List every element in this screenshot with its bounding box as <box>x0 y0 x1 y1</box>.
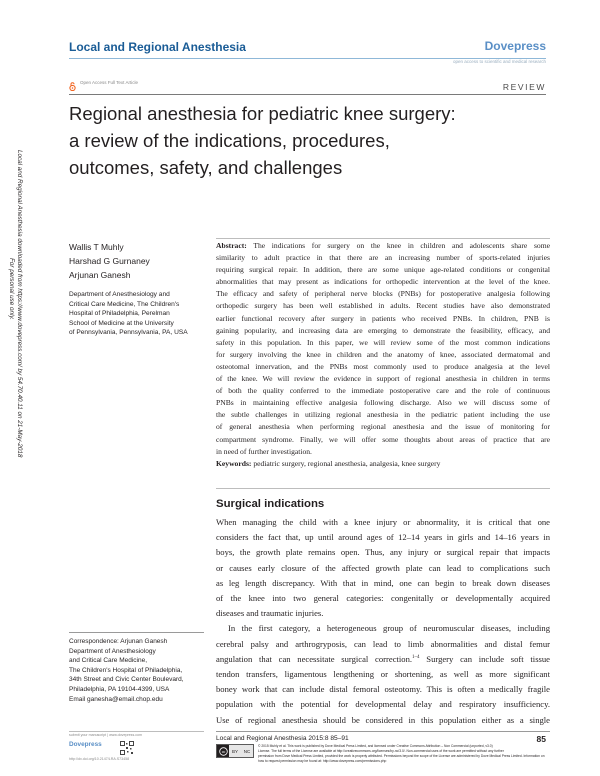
abstract-line: gaining popularity, and increasing data are emerging to demonstrate the feasibility, efficacy, and <box>216 325 550 335</box>
citation-ref[interactable]: 1–4 <box>412 654 420 660</box>
cc-nc-label: NC <box>243 748 251 754</box>
license-line: License. The full terms of the License are available at http://creativecommons.org/licenses/by-nc/3.0/. Non-commercial uses of the work are permitted without any further <box>258 748 504 753</box>
body-line-segment: Surgery can include soft tissue <box>419 653 550 664</box>
footer-brand[interactable]: Dovepress <box>69 741 102 748</box>
title-line: a review of the indications, procedures, <box>69 130 390 151</box>
author-name: Arjunan Ganesh <box>69 269 131 280</box>
license-line: permission from Dove Medical Press Limited, provided the work is properly attributed. Permissions beyond the scope of the License are administered by Dove Medical Press Limited. Information on <box>258 753 545 758</box>
publisher-brand[interactable]: Dovepress <box>484 39 546 53</box>
author-list <box>69 241 209 282</box>
body-line: boys, the growth plate remains open. Thus, any injury or surgical repair that impacts <box>216 547 550 558</box>
affiliation <box>69 290 209 338</box>
page-number: 85 <box>536 734 546 744</box>
affiliation-line: School of Medicine at the University <box>69 319 174 327</box>
author-name: Harshad G Gurnaney <box>69 255 150 266</box>
abstract-first-line: The indications for surgery on the knee in children and adolescents share some <box>246 241 550 250</box>
creative-commons-badge[interactable] <box>216 744 254 758</box>
abstract <box>216 238 550 488</box>
abstract-line: the subtle challenges in utilizing regional anesthesia in the pediatric patient including the use <box>216 410 550 420</box>
qr-code-icon <box>120 741 134 755</box>
body-line <box>216 652 550 667</box>
abstract-line: The efficacy and safety of peripheral nerve blocks (PNBs) for postoperative analgesia following <box>216 289 550 299</box>
correspondence-line: 34th Street and Civic Center Boulevard, <box>69 676 184 684</box>
body-line-segment: angulation that can necessitate surgical correction. <box>216 653 413 664</box>
correspondence-email[interactable]: Email ganesha@email.chop.edu <box>69 695 163 703</box>
review-rule <box>69 94 546 95</box>
abstract-line: safety in this population. In this paper, we will review some of the most common indications <box>216 337 550 347</box>
footer-citation: Local and Regional Anesthesia 2015:8 85–91 <box>216 735 349 742</box>
side-note-text <box>7 150 23 457</box>
submit-manuscript-link[interactable]: submit your manuscript | www.dovepress.com <box>69 733 143 737</box>
abstract-line: of the knee. We will review the evidence in support of regional anesthesia in children in terms <box>216 374 550 384</box>
correspondence <box>69 637 209 704</box>
body-line: boney work that can include distal femoral osteotomy. This is often a medically fragile <box>216 684 550 695</box>
affiliation-line: Department of Anesthesiology and <box>69 291 170 298</box>
title-line: Regional anesthesia for pediatric knee surgery: <box>69 103 456 124</box>
article-type: REVIEW <box>502 82 546 92</box>
body-line: or causes early closure of the affected growth plate can lead to complications such <box>216 562 550 573</box>
author-name: Wallis T Muhly <box>69 242 124 252</box>
keywords-text: pediatric surgery, regional anesthesia, analgesia, knee surgery <box>251 458 441 468</box>
affiliation-line: Hospital of Philadelphia, Perelman <box>69 310 170 318</box>
body-line: tendon transfers, ligamentous lengthening or shortening, as well as more significant <box>216 669 550 680</box>
open-access-row <box>69 78 138 87</box>
svg-text:cc: cc <box>221 749 225 754</box>
abstract-line: in need of further investigation. <box>216 446 312 456</box>
left-footer-rule <box>69 731 204 732</box>
footer-rule <box>216 731 550 732</box>
abstract-rule <box>216 488 550 489</box>
correspondence-rule <box>69 632 204 633</box>
license-line: how to request permission may be found at: http://www.dovepress.com/permissions.php <box>258 758 387 763</box>
body-line: population with the potential for developmental delay and respiratory insufficiency. <box>216 699 550 710</box>
keywords <box>216 458 550 470</box>
abstract-line: similarity to adult practice in that there are an increasing number of sports-related injuries <box>216 253 550 263</box>
side-note-line: For personal use only. <box>8 258 15 320</box>
open-access-label: Open Access Full Text Article <box>80 80 138 85</box>
cc-by-label: BY <box>231 748 238 754</box>
abstract-line: earlier functional recovery after surgery in patients who received PNBs. In children, PNB is <box>216 313 550 323</box>
abstract-line: of general anesthesia when performing regional anesthesia and the issue of monitoring for <box>216 422 550 432</box>
abstract-line: abnormalities that may present as indications for orthopedic intervention at the level of the knee. <box>216 277 550 287</box>
download-side-note <box>10 150 36 710</box>
section-heading: Surgical indications <box>216 498 325 510</box>
abstract-line: of both the quality conferred to the immediate postoperative care and the role of continuous <box>216 386 550 396</box>
abstract-line <box>216 240 550 252</box>
correspondence-line: The Children's Hospital of Philadelphia, <box>69 666 183 674</box>
body-line: diseases and traumatic injuries. <box>216 608 324 619</box>
body-line: In the first category, a heterogeneous group of neuromuscular diseases, including <box>228 623 550 634</box>
license-line: © 2015 Muhly et al. This work is published by Dove Medical Press Limited, and licensed under Creative Commons Attribution – Non Commercial (unported, v3.0) <box>258 744 493 748</box>
correspondence-line: Department of Anesthesiology <box>69 647 156 655</box>
side-note-line: Local and Regional Anesthesia downloaded from https://www.dovepress.com/ by 54.70.40.11 on 21-May-2018 <box>16 150 23 458</box>
keywords-label: Keywords: <box>216 458 252 468</box>
affiliation-line: Critical Care Medicine, The Children's <box>69 300 180 308</box>
abstract-line: orthopedic surgery has been well established in adults. Recent studies have also demonstrated <box>216 301 550 311</box>
body-line: as leg length discrepancy. With that in mind, one can begin to break down diseases <box>216 577 550 588</box>
abstract-line: compartment syndrome. Finally, we will offer some thoughts about areas of practice that are <box>216 434 550 444</box>
body-text <box>216 515 550 728</box>
abstract-label: Abstract: <box>216 241 247 250</box>
correspondence-line: Philadelphia, PA 19104-4399, USA <box>69 685 170 693</box>
cc-icon <box>217 745 229 757</box>
abstract-line: for surgery involving the knee in children and the anatomy of knee, associated dermatomal and <box>216 349 550 359</box>
doi-link[interactable]: http://dx.doi.org/10.2147/LRA.S73458 <box>69 757 130 761</box>
body-line: When managing the child with a knee injury or abnormality, it is critical that one <box>216 517 550 527</box>
body-line: of the knee into two general categories: congenitally or developmentally acquired <box>216 593 550 604</box>
correspondence-line: and Critical Care Medicine, <box>69 657 148 665</box>
publisher-tagline: open access to scientific and medical research <box>452 59 546 64</box>
body-line: cerebral palsy and arthrogryposis, can lead to limb abnormalities and distal femur <box>216 638 550 649</box>
body-line: considers the fact that, up until around ages of 12–14 years in girls and 14–16 years in <box>216 532 550 543</box>
abstract-line: requiring surgical repair. In addition, there are some unique age-related conditions or congenital <box>216 265 550 275</box>
body-line: Use of regional anesthesia should be considered in this population either as a single <box>216 714 550 725</box>
abstract-line: PNBs in maintaining effective analgesia following discharge. Also we will discuss some of <box>216 398 550 408</box>
article-title <box>69 100 549 181</box>
title-line: outcomes, safety, and challenges <box>69 157 343 178</box>
correspondence-line: Correspondence: Arjunan Ganesh <box>69 638 168 645</box>
abstract-line: osteotomal innervation, and the PNBs most commonly used to produce analgesia at the level <box>216 361 550 371</box>
journal-title: Local and Regional Anesthesia <box>69 40 246 54</box>
open-access-icon <box>69 78 76 87</box>
affiliation-line: of Pennsylvania, Pennsylvania, PA, USA <box>69 329 188 337</box>
license-text <box>258 744 550 764</box>
